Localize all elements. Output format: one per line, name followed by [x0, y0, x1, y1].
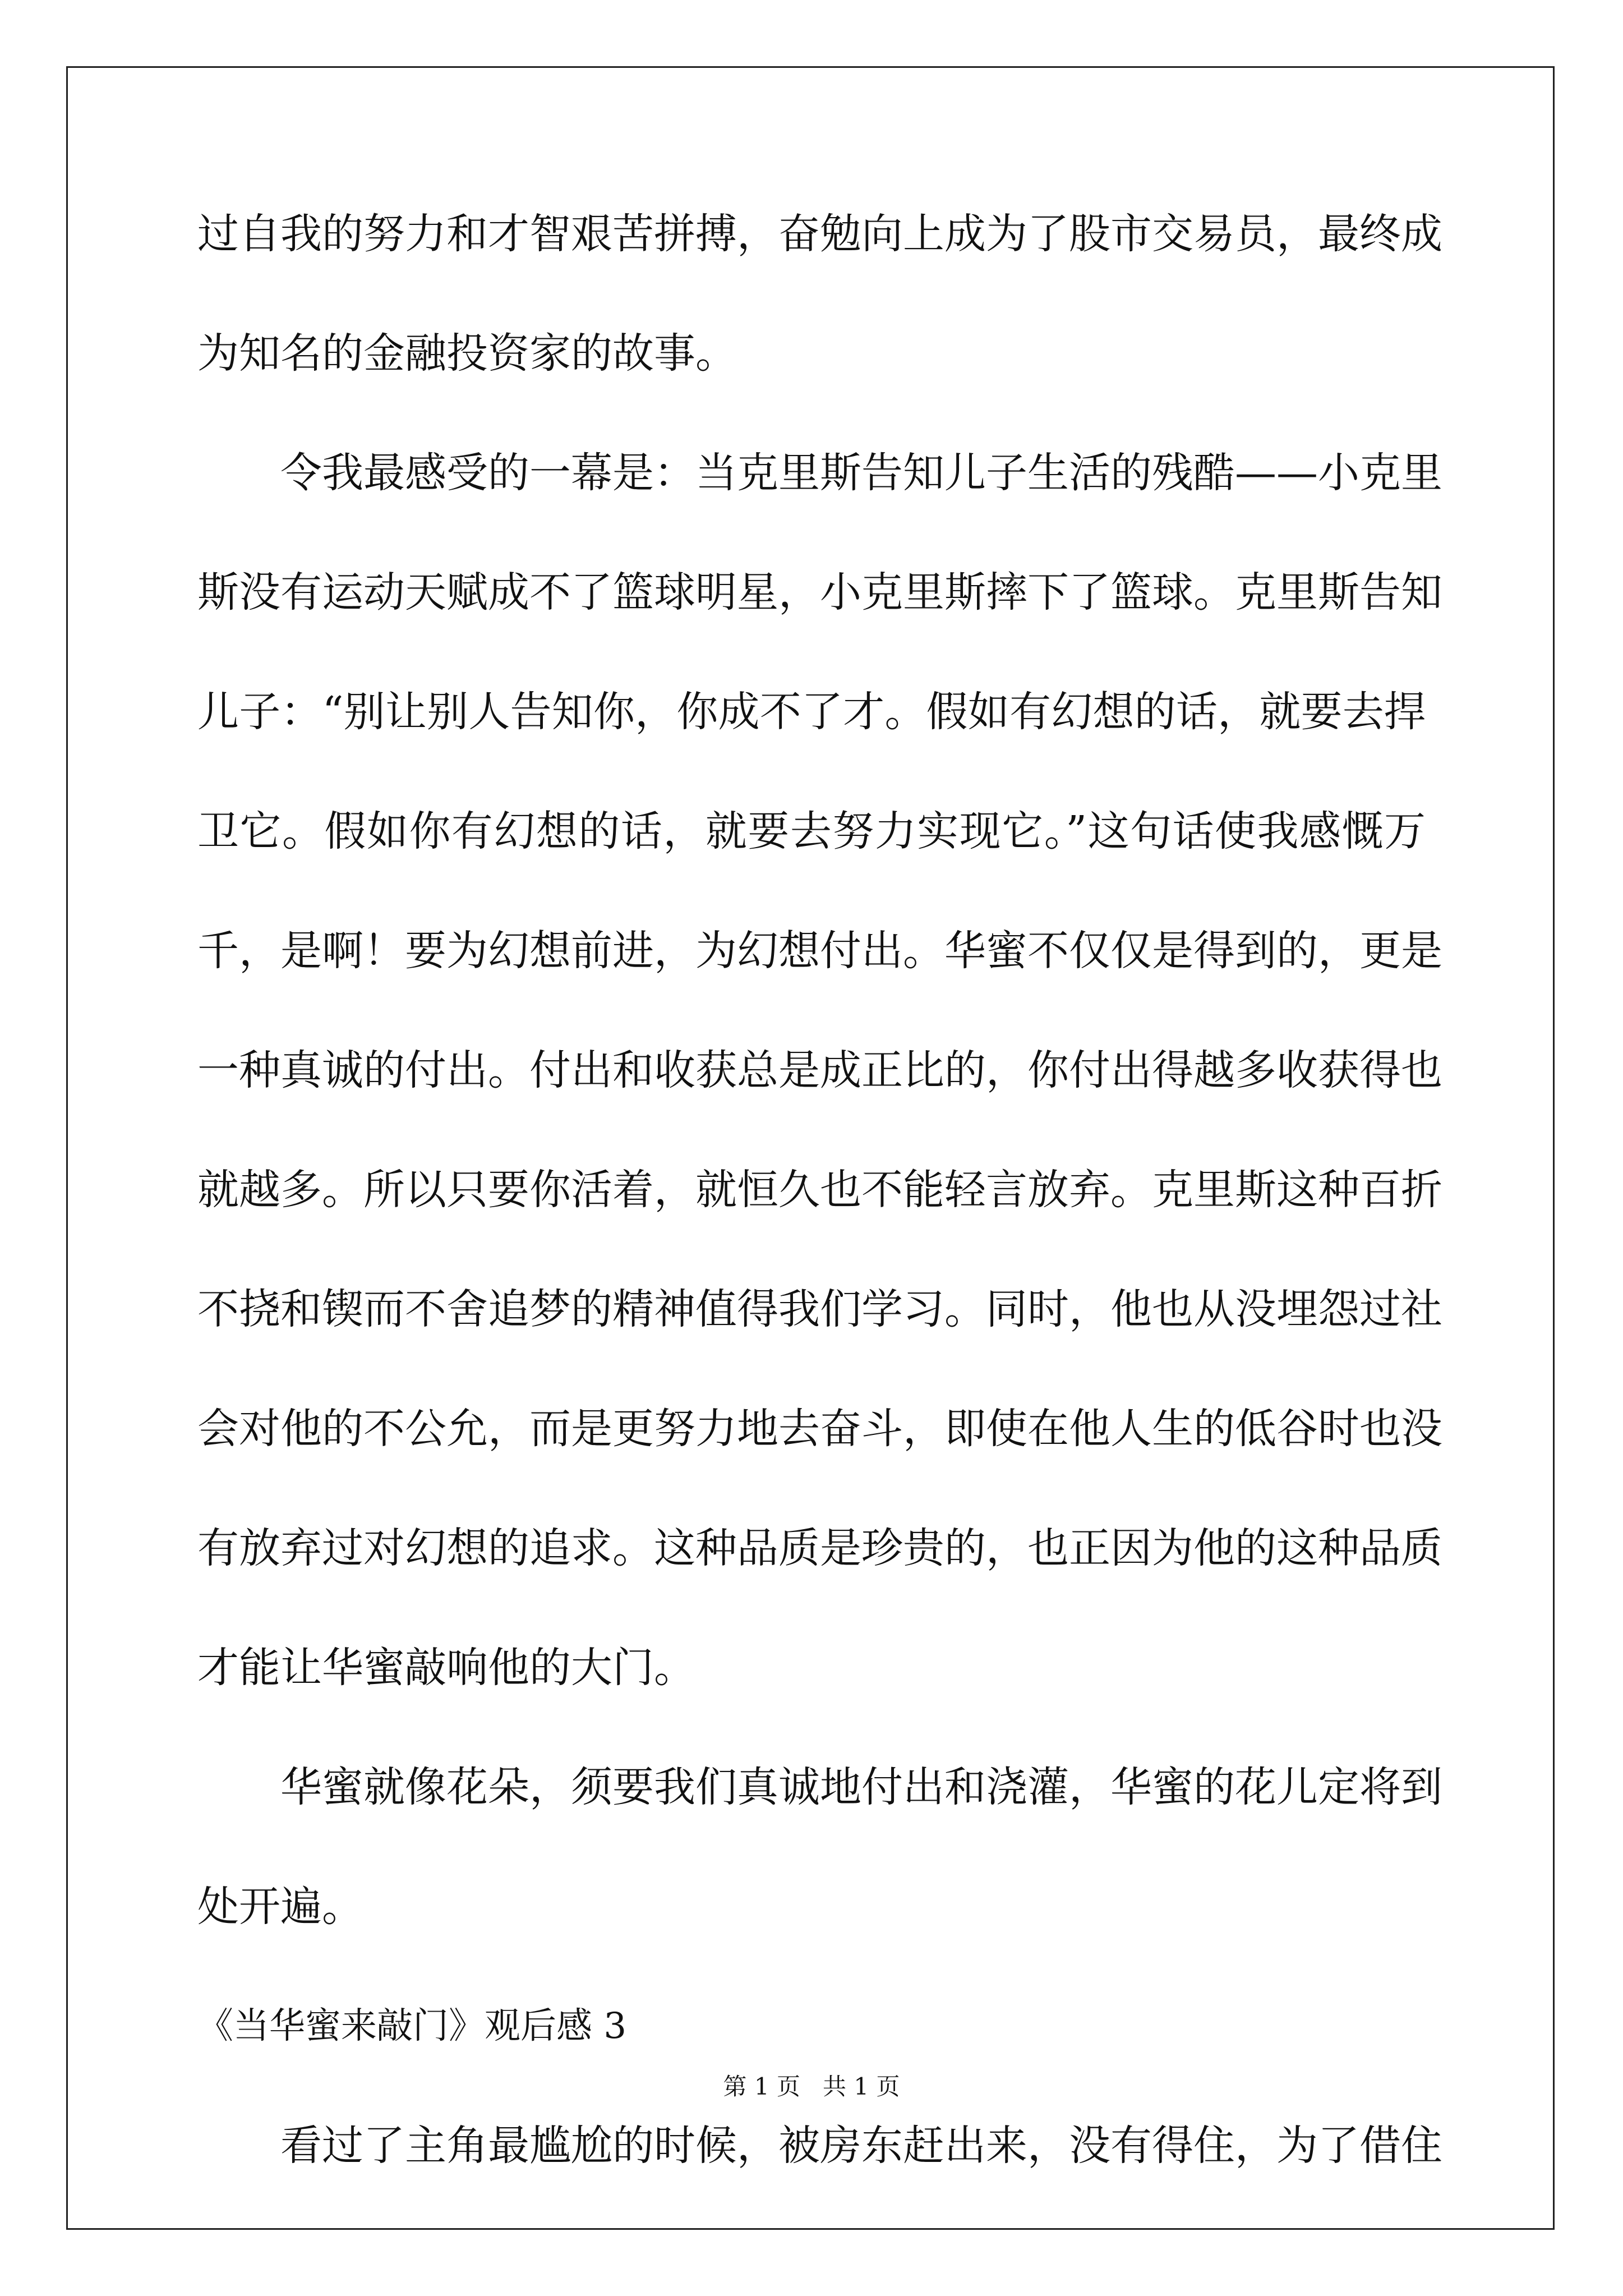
paragraph-start-line: 华蜜就像花朵，须要我们真诚地付出和浇灌，华蜜的花儿定将到 [280, 1763, 1442, 1811]
paragraph-start-line: 看过了主角最尴尬的时候，被房东赶出来，没有得住，为了借住 [280, 2122, 1442, 2170]
text-line: 会对他的不公允，而是更努力地去奋斗，即使在他人生的低谷时也没 [197, 1405, 1442, 1453]
text-line: 千，是啊！要为幻想前进，为幻想付出。华蜜不仅仅是得到的，更是 [197, 927, 1442, 975]
text-line: 儿子：“别让别人告知你，你成不了才。假如有幻想的话，就要去捍 [197, 688, 1426, 736]
document-body [197, 210, 1442, 2244]
section-heading: 《当华蜜来敲门》观后感 3 [197, 2005, 627, 2047]
text-line: 处开遍。 [197, 1883, 363, 1931]
text-line: 一种真诚的付出。付出和收获总是成正比的，你付出得越多收获得也 [197, 1046, 1442, 1094]
page-number: 第 1 页 [723, 2073, 800, 2100]
paragraph-start-line: 令我最感受的一幕是：当克里斯告知儿子生活的残酷——小克里 [280, 449, 1442, 497]
text-line: 才能让华蜜敲响他的大门。 [197, 1644, 695, 1692]
text-line: 过自我的努力和才智艰苦拼搏，奋勉向上成为了股市交易员，最终成 [197, 210, 1442, 258]
page-footer [0, 2073, 1623, 2100]
text-line: 有放弃过对幻想的追求。这种品质是珍贵的，也正因为他的这种品质 [197, 1524, 1442, 1572]
text-line: 为知名的金融投资家的故事。 [197, 329, 737, 378]
page-total: 共 1 页 [823, 2073, 900, 2100]
text-line: 不挠和锲而不舍追梦的精神值得我们学习。同时，他也从没埋怨过社 [197, 1285, 1442, 1333]
text-line: 就越多。所以只要你活着，就恒久也不能轻言放弃。克里斯这种百折 [197, 1166, 1442, 1214]
text-line: 斯没有运动天赋成不了篮球明星，小克里斯摔下了篮球。克里斯告知 [197, 568, 1442, 616]
text-line: 卫它。假如你有幻想的话，就要去努力实现它。”这句话使我感慨万 [197, 807, 1426, 855]
